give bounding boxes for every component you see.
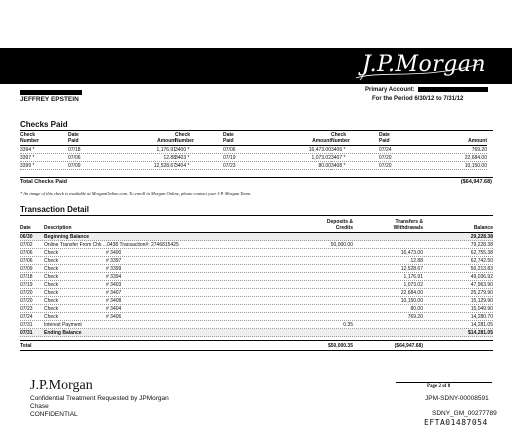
row-description: Beginning Balance: [44, 233, 90, 240]
check-row: [20, 154, 176, 162]
bates-number-1: JPM-SDNY-00008591: [425, 395, 489, 402]
table-row: [20, 313, 493, 321]
col-withdrawals: Transfers & Withdrawals: [393, 219, 423, 231]
table-row: [20, 265, 493, 273]
logo-text: J.P.Morgan: [362, 52, 487, 77]
check-number: 3399 *: [20, 162, 35, 169]
row-date: 07/31: [20, 329, 33, 336]
row-balance: 25,279.90: [470, 289, 493, 296]
checks-paid-group: [20, 131, 176, 170]
table-row: [20, 273, 493, 281]
col-date: Date: [20, 225, 31, 231]
row-balance: 15,129.90: [470, 297, 493, 304]
check-amount: 12.88: [163, 154, 176, 161]
transaction-table-header: [20, 216, 493, 233]
row-reference: # 3404: [106, 305, 122, 312]
check-number: 3407 *: [331, 154, 346, 161]
col-check-number: Check Number: [331, 132, 350, 144]
row-description: Ending Balance: [44, 329, 82, 336]
check-row: [331, 154, 487, 162]
col-description: Description: [44, 225, 72, 231]
check-date: 07/20: [379, 154, 392, 161]
footer-logo: J.P.Morgan: [30, 378, 93, 393]
check-amount: 12,528.67: [153, 162, 176, 169]
total-label: Total: [20, 342, 32, 349]
check-date: 07/09: [68, 162, 81, 169]
check-number: 3404 *: [175, 162, 190, 169]
total-checks-paid-label: Total Checks Paid: [20, 179, 67, 185]
transaction-total-row: [20, 340, 493, 351]
total-withdrawals: ($64,947.68): [394, 342, 423, 349]
col-deposits: Deposits & Credits: [326, 219, 353, 231]
check-row: [175, 146, 331, 154]
row-withdrawal: 16,473.00: [400, 249, 423, 256]
check-amount: 769.20: [471, 146, 487, 153]
row-deposit: 50,000.00: [330, 241, 353, 248]
row-withdrawal: 22,684.00: [400, 289, 423, 296]
check-row: [331, 146, 487, 154]
row-description: Check: [44, 289, 59, 296]
check-row: [175, 162, 331, 170]
col-check-number: Check Number: [20, 132, 39, 144]
row-description: Check: [44, 249, 59, 256]
check-image-note: * An image of this check is available at MorganOnline.com. To enroll in Morgan Online, please contact your J.P. Morgan Team.: [20, 191, 252, 196]
col-balance: Balance: [473, 225, 493, 231]
row-balance: 15,049.90: [470, 305, 493, 312]
transaction-detail-title: Transaction Detail: [20, 205, 89, 214]
checks-paid-header: [20, 131, 176, 146]
check-number: 3400 *: [175, 146, 190, 153]
check-date: 07/24: [379, 146, 392, 153]
row-date: 07/19: [20, 281, 33, 288]
row-withdrawal: 1,176.91: [403, 273, 423, 280]
row-withdrawal: 12.88: [410, 257, 423, 264]
col-check-number: Check Number: [175, 132, 194, 144]
checks-paid-bottom-rule: [20, 177, 493, 178]
checks-paid-header: [175, 131, 331, 146]
check-number: 3394 *: [20, 146, 35, 153]
row-description: Interest Payment: [44, 321, 82, 328]
check-amount: 22,684.00: [464, 154, 487, 161]
col-date-paid: Date Paid: [379, 132, 390, 144]
row-description: Check: [44, 297, 59, 304]
row-reference: # 3407: [106, 289, 122, 296]
row-date: 07/23: [20, 305, 33, 312]
confidential-line-2: Chase: [30, 403, 49, 410]
check-date: 07/06: [68, 154, 81, 161]
confidential-line-3: CONFIDENTIAL: [30, 411, 78, 418]
transaction-table: [20, 216, 493, 351]
col-amount: Amount: [312, 138, 331, 144]
row-date: 06/30: [20, 233, 33, 240]
checks-paid-group: [175, 131, 331, 170]
check-row: [331, 162, 487, 170]
check-amount: 16,473.00: [308, 146, 331, 153]
row-balance: 62,755.38: [470, 249, 493, 256]
row-description: Check: [44, 257, 59, 264]
checks-paid-header: [331, 131, 487, 146]
row-date: 07/09: [20, 265, 33, 272]
check-number: 3408 *: [331, 162, 346, 169]
row-withdrawal: 769.20: [407, 313, 423, 320]
col-amount: Amount: [468, 138, 487, 144]
check-amount: 1,176.91: [156, 146, 176, 153]
check-date: 07/20: [379, 162, 392, 169]
check-date: 07/19: [223, 154, 236, 161]
row-balance: 62,742.50: [470, 257, 493, 264]
row-balance: 29,228.38: [470, 233, 493, 240]
row-description: Check: [44, 265, 59, 272]
check-amount: 80.00: [318, 162, 331, 169]
table-row: [20, 249, 493, 257]
checks-paid-group: [331, 131, 487, 170]
check-row: [20, 162, 176, 170]
row-reference: # 3403: [106, 281, 122, 288]
row-balance: 14,281.05: [470, 321, 493, 328]
checks-paid-title: Checks Paid: [20, 120, 68, 129]
col-amount: Amount: [157, 138, 176, 144]
row-balance: 79,228.38: [470, 241, 493, 248]
row-reference: # 3400: [106, 249, 122, 256]
primary-account-label: Primary Account:: [365, 87, 415, 93]
row-balance: 47,963.90: [470, 281, 493, 288]
redaction-bar: [20, 90, 82, 95]
bates-number-2: SDNY_GM_00277789: [432, 410, 497, 417]
table-row: [20, 257, 493, 265]
table-row: [20, 289, 493, 297]
row-withdrawal: 1,073.02: [403, 281, 423, 288]
table-row: [20, 329, 493, 337]
row-description: Online Transfer From Chk ...0438 Transaction#: 2746815425: [44, 241, 179, 248]
row-date: 07/24: [20, 313, 33, 320]
row-description: Check: [44, 313, 59, 320]
row-withdrawal: 10,150.00: [400, 297, 423, 304]
check-row: [20, 146, 176, 154]
check-amount: 1,073.02: [311, 154, 331, 161]
check-date: 07/06: [223, 146, 236, 153]
row-reference: # 3399: [106, 265, 122, 272]
row-reference: # 3394: [106, 273, 122, 280]
row-date: 07/31: [20, 321, 33, 328]
row-description: Check: [44, 305, 59, 312]
check-date: 07/23: [223, 162, 236, 169]
redaction-bar-account: [418, 87, 488, 92]
table-row: [20, 281, 493, 289]
row-reference: # 3406: [106, 313, 122, 320]
row-reference: # 3408: [106, 297, 122, 304]
row-description: Check: [44, 273, 59, 280]
confidential-line-1: Confidential Treatment Requested by JPMorgan: [30, 395, 169, 402]
check-number: 3403 *: [175, 154, 190, 161]
table-row: [20, 241, 493, 249]
col-date-paid: Date Paid: [68, 132, 79, 144]
check-number: 3406 *: [331, 146, 346, 153]
row-balance: 49,036.92: [470, 273, 493, 280]
row-date: 07/18: [20, 273, 33, 280]
check-amount: 10,150.00: [464, 162, 487, 169]
row-withdrawal: 12,528.67: [400, 265, 423, 272]
row-description: Check: [44, 281, 59, 288]
check-number: 3397 *: [20, 154, 35, 161]
page-rule: [396, 382, 492, 383]
total-checks-paid-amount: ($64,947.68): [460, 179, 492, 185]
total-deposits: $50,000.35: [327, 342, 353, 349]
table-row: [20, 233, 493, 241]
row-balance: 50,213.83: [470, 265, 493, 272]
row-date: 07/02: [20, 241, 33, 248]
row-deposit: 0.35: [343, 321, 353, 328]
check-date: 07/18: [68, 146, 81, 153]
col-date-paid: Date Paid: [223, 132, 234, 144]
account-holder-name: JEFFREY EPSTEIN: [20, 96, 79, 103]
efta-number: EFTA01487054: [424, 418, 488, 427]
statement-period: For the Period 6/30/12 to 7/31/12: [372, 96, 464, 102]
table-row: [20, 321, 493, 329]
row-withdrawal: 80.00: [410, 305, 423, 312]
row-balance: $14,281.05: [467, 329, 493, 336]
row-date: 07/06: [20, 257, 33, 264]
row-date: 07/06: [20, 249, 33, 256]
row-reference: # 3397: [106, 257, 122, 264]
check-row: [175, 154, 331, 162]
row-date: 07/20: [20, 289, 33, 296]
page-number: Page 2 of 8: [427, 384, 451, 389]
table-row: [20, 297, 493, 305]
row-balance: 14,280.70: [470, 313, 493, 320]
row-date: 07/20: [20, 297, 33, 304]
table-row: [20, 305, 493, 313]
jpmorgan-script-logo: [352, 50, 487, 84]
